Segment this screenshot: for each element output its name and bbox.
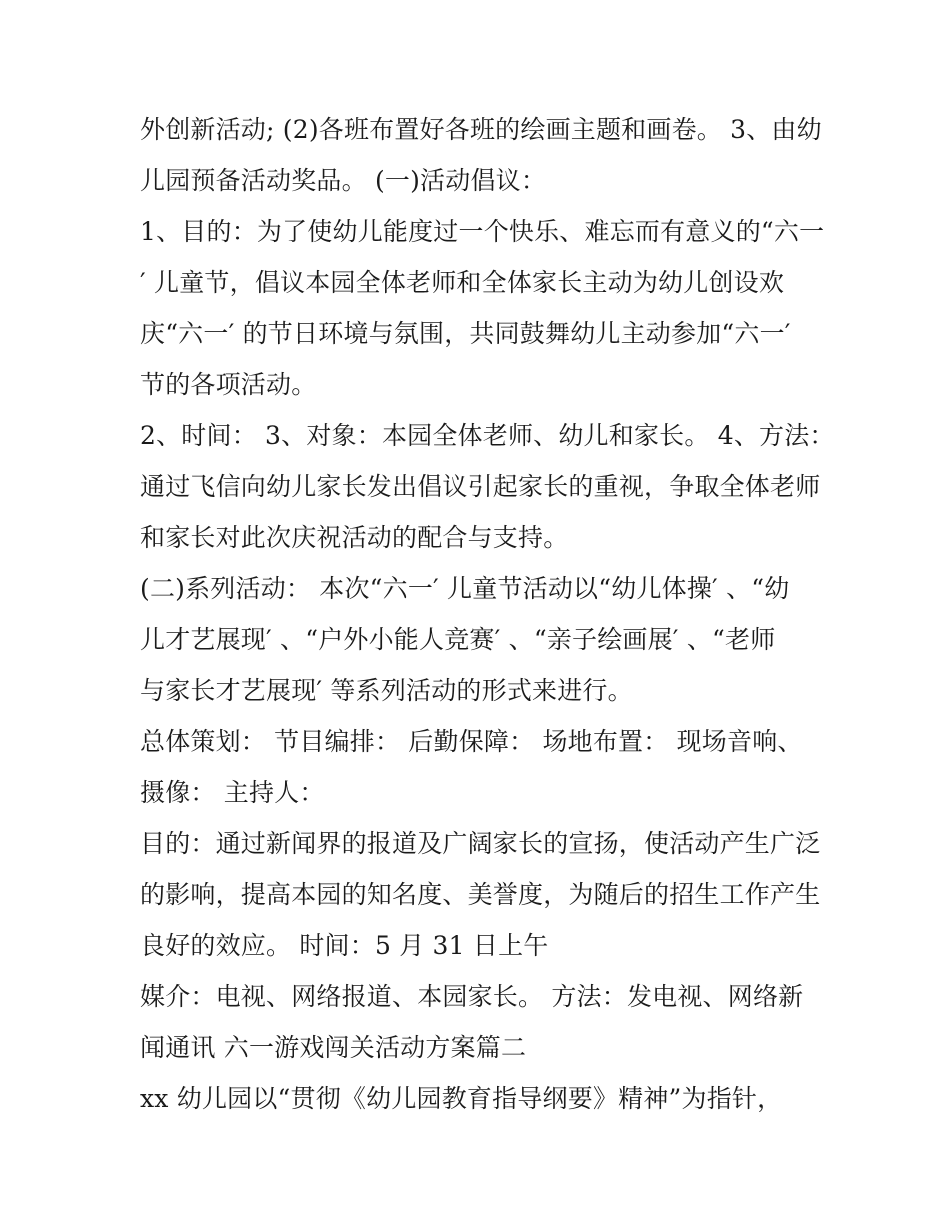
text-line: 通过飞信向幼儿家长发出倡议引起家长的重视，争取全体老师 [140, 472, 821, 501]
text-line: 摄像： 主持人： [140, 778, 325, 807]
text-line: 良好的效应。 时间：5 月 31 日上午 [140, 931, 549, 960]
text-line: (二)系列活动： 本次“六一′ 儿童节活动以“幼儿体操′ 、“幼 [140, 574, 790, 603]
text-line: 1、目的：为了使幼儿能度过一个快乐、难忘而有意义的“六一 [140, 217, 825, 246]
text-line: 闻通讯 六一游戏闯关活动方案篇二 [140, 1033, 527, 1062]
text-line: 外创新活动; (2)各班布置好各班的绘画主题和画卷。 3、由幼 [140, 115, 822, 144]
text-line: 2、时间： 3、对象：本园全体老师、幼儿和家长。 4、方法： [140, 421, 835, 450]
text-line: 节的各项活动。 [140, 370, 317, 399]
text-line: 目的：通过新闻界的报道及广阔家长的宣扬，使活动产生广泛 [140, 829, 821, 858]
text-line: 媒介：电视、网络报道、本园家长。 方法：发电视、网络新 [140, 982, 804, 1011]
document-body [140, 104, 835, 1124]
text-line: 和家长对此次庆祝活动的配合与支持。 [140, 523, 569, 552]
text-line: 与家长才艺展现′ 等系列活动的形式来进行。 [140, 676, 633, 705]
text-line: xx 幼儿园以“贯彻《幼儿园教育指导纲要》精神”为指针， [140, 1084, 783, 1113]
text-line: ′ 儿童节，倡议本园全体老师和全体家长主动为幼儿创设欢 [140, 268, 785, 297]
text-line: 庆“六一′ 的节日环境与氛围，共同鼓舞幼儿主动参加“六一′ [140, 319, 791, 348]
text-line: 儿园预备活动奖品。 (一)活动倡议： [140, 166, 547, 195]
text-line: 的影响，提高本园的知名度、美誉度，为随后的招生工作产生 [140, 880, 821, 909]
text-line: 总体策划： 节目编排： 后勤保障： 场地布置： 现场音响、 [140, 727, 803, 756]
text-line: 儿才艺展现′ 、“户外小能人竞赛′ 、“亲子绘画展′ 、“老师 [140, 625, 776, 654]
